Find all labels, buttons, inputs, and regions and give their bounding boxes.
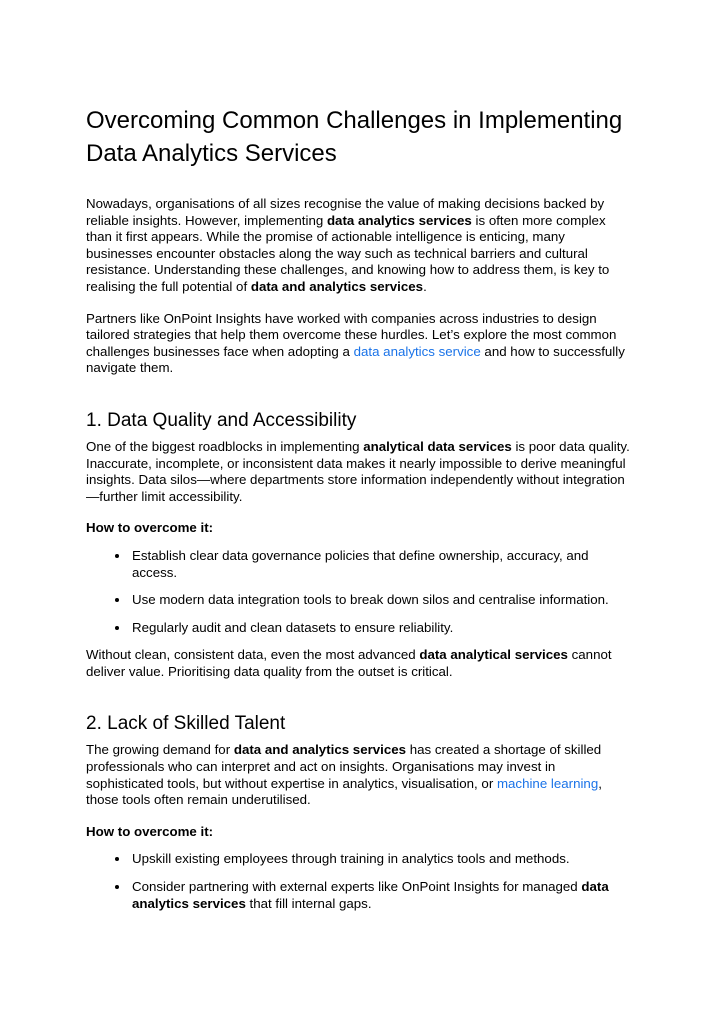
text-run: One of the biggest roadblocks in implementing [86,438,364,454]
bold-term-analytical-data-services: analytical data services [363,438,512,454]
section-1-outro-paragraph [86,647,633,680]
bold-term-data-and-analytics-services: data and analytics services [233,742,407,758]
text-run: Establish clear data governance policies that define ownership, accuracy, and access. [132,547,589,580]
bold-term-data-analytics-services: data analytics services [132,879,609,911]
text-run: that fill internal gaps. [245,895,372,911]
intro-paragraph-1 [86,196,633,296]
text-run: Without clean, consistent data, even the most advanced [86,647,420,663]
how-to-overcome-label: How to overcome it: [86,520,214,536]
bullet-item [130,879,633,912]
bold-term-data-analytics-services: data analytics services [326,212,472,228]
how-to-overcome-label: How to overcome it: [86,823,214,839]
text-run: Consider partnering with external experts like OnPoint Insights for managed [132,879,582,895]
bullet-item [130,592,633,609]
section-data-quality [86,408,633,681]
text-run: is often more complex than it first appears. While the promise of actionable intelligence is enticing, many businesses encounter obstacles along the way such as technical barriers and cultural resistance. Understanding these challenges, and knowing how to address them, is key to realising the full potential of [86,212,610,294]
text-run: and how to successfully navigate them. [86,343,625,376]
link-machine-learning[interactable]: machine learning [496,775,599,791]
text-run: Upskill existing employees through training in analytics tools and methods. [132,851,570,867]
section-1-heading: 1. Data Quality and Accessibility [86,409,357,431]
text-run: Partners like OnPoint Insights have worked with companies across industries to design tailored strategies that help them overcome these hurdles. Let’s explore the most common challenges businesses face when adopting a [86,310,617,359]
section-1-intro-paragraph [86,439,633,505]
section-skilled-talent [86,711,633,912]
bullet-list [86,548,633,636]
text-run: is poor data quality. Inaccurate, incomplete, or inconsistent data makes it nearly impossible to derive meaningful insights. Data silos—where departments store information independently without integration—further limit accessibility. [86,438,630,504]
text-run: Use modern data integration tools to break down silos and centralise information. [132,592,609,608]
text-run: has created a shortage of skilled professionals who can interpret and act on insights. Organisations may invest in sophisticated tools, but without expertise in analytics, visualisation, or [86,742,602,791]
link-data-analytics-service[interactable]: data analytics service [353,343,481,359]
section-2-intro-paragraph [86,742,633,808]
bullet-item [130,548,633,581]
bullet-item [130,620,633,637]
section-2-heading: 2. Lack of Skilled Talent [86,713,286,735]
text-run: cannot deliver value. Prioritising data quality from the outset is critical. [86,647,612,679]
document-title: Overcoming Common Challenges in Implementing Data Analytics Services [86,107,623,167]
text-run: . [423,278,427,294]
text-run: Regularly audit and clean datasets to ensure reliability. [132,619,454,635]
text-run: Nowadays, organisations of all sizes recognise the value of making decisions backed by reliable insights. However, implementing [86,196,605,228]
bullet-list [86,851,633,912]
text-run: The growing demand for [86,742,234,758]
bold-term-data-analytical-services: data analytical services [419,647,568,663]
bullet-item [130,851,633,868]
intro-paragraph-2 [86,311,633,377]
bold-term-data-and-analytics-services: data and analytics services [250,278,424,294]
text-run: , those tools often remain underutilised. [86,775,602,808]
